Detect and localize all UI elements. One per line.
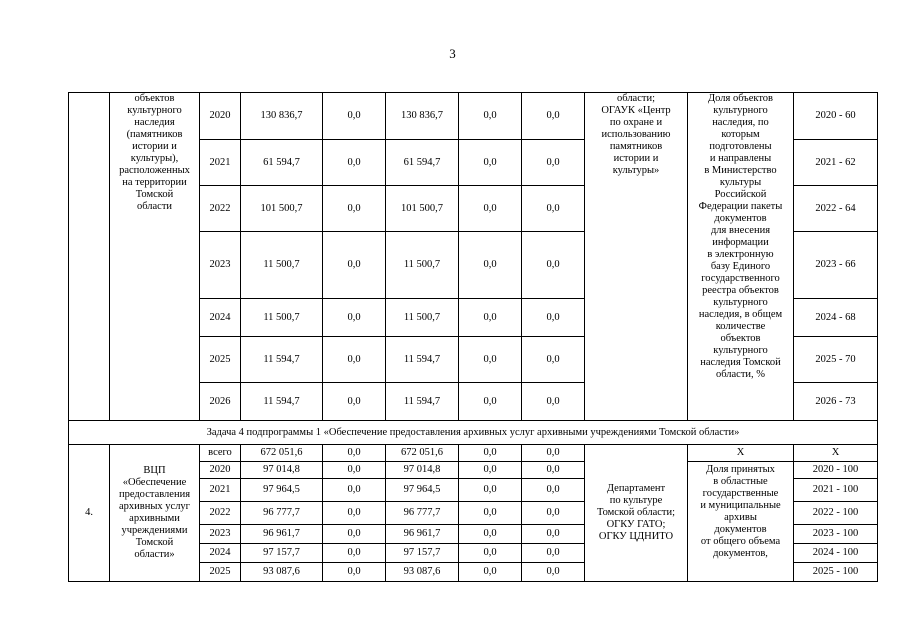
funding-cell: 93 087,6 — [386, 563, 459, 582]
target-cell: 2023 - 66 — [794, 232, 878, 299]
total-cell: 11 500,7 — [241, 232, 323, 299]
target-cell: 2021 - 100 — [794, 479, 878, 502]
funding-cell: 97 964,5 — [386, 479, 459, 502]
total-cell: 11 594,7 — [241, 383, 323, 421]
funding-cell: 0,0 — [522, 445, 585, 462]
funding-cell: 0,0 — [459, 93, 522, 140]
funding-cell: 96 961,7 — [386, 525, 459, 544]
total-cell: 672 051,6 — [241, 445, 323, 462]
funding-cell: 11 594,7 — [386, 383, 459, 421]
target-cell: 2024 - 100 — [794, 544, 878, 563]
task-header: Задача 4 подпрограммы 1 «Обеспечение предоставления архивных услуг архивными учреждениями Томской области» — [69, 421, 878, 445]
total-cell: 11 500,7 — [241, 299, 323, 337]
year-cell: 2023 — [200, 232, 241, 299]
funding-cell: 0,0 — [459, 479, 522, 502]
target-cell: Х — [794, 445, 878, 462]
funding-cell: 0,0 — [323, 525, 386, 544]
funding-cell: 11 500,7 — [386, 299, 459, 337]
funding-cell: 101 500,7 — [386, 186, 459, 232]
year-cell: 2021 — [200, 140, 241, 186]
total-cell: 97 964,5 — [241, 479, 323, 502]
funding-cell: 0,0 — [522, 563, 585, 582]
funding-cell: 0,0 — [323, 502, 386, 525]
event-description: объектов культурного наследия (памятников истории и культуры), расположенных на территории Томской области — [110, 93, 200, 421]
funding-cell: 97 014,8 — [386, 462, 459, 479]
event-description: ВЦП «Обеспечение предоставления архивных услуг архивными учреждениями Томской области» — [110, 445, 200, 582]
funding-cell: 0,0 — [522, 383, 585, 421]
funding-cell: 0,0 — [323, 563, 386, 582]
indicator-cell: Доля принятых в областные государственные и муниципальные архивы документов от общего объема документов, — [688, 462, 794, 582]
funding-cell: 0,0 — [522, 186, 585, 232]
funding-cell: 0,0 — [323, 232, 386, 299]
table-row — [69, 445, 878, 462]
funding-cell: 0,0 — [522, 232, 585, 299]
funding-cell: 0,0 — [522, 544, 585, 563]
year-cell: 2024 — [200, 544, 241, 563]
funding-cell: 0,0 — [323, 462, 386, 479]
total-cell: 93 087,6 — [241, 563, 323, 582]
funding-cell: 11 594,7 — [386, 337, 459, 383]
year-cell: всего — [200, 445, 241, 462]
total-cell: 130 836,7 — [241, 93, 323, 140]
funding-cell: 0,0 — [522, 502, 585, 525]
total-cell: 97 014,8 — [241, 462, 323, 479]
funding-cell: 0,0 — [323, 337, 386, 383]
funding-cell: 0,0 — [323, 383, 386, 421]
target-cell: 2025 - 100 — [794, 563, 878, 582]
year-cell: 2025 — [200, 563, 241, 582]
row-number-cell — [69, 93, 110, 421]
year-cell: 2022 — [200, 502, 241, 525]
funding-cell: 97 157,7 — [386, 544, 459, 563]
funding-cell: 0,0 — [323, 479, 386, 502]
funding-cell: 0,0 — [459, 525, 522, 544]
target-cell: 2023 - 100 — [794, 525, 878, 544]
funding-cell: 672 051,6 — [386, 445, 459, 462]
funding-cell: 0,0 — [459, 337, 522, 383]
funding-cell: 0,0 — [323, 93, 386, 140]
funding-cell: 0,0 — [459, 445, 522, 462]
funding-cell: 0,0 — [459, 232, 522, 299]
target-cell: 2026 - 73 — [794, 383, 878, 421]
table-row — [69, 93, 878, 140]
funding-cell: 0,0 — [459, 186, 522, 232]
year-cell: 2020 — [200, 93, 241, 140]
target-cell: Х — [688, 445, 794, 462]
target-cell: 2020 - 60 — [794, 93, 878, 140]
row-number-cell: 4. — [69, 445, 110, 582]
funding-cell: 0,0 — [323, 186, 386, 232]
total-cell: 96 961,7 — [241, 525, 323, 544]
executor-cell: Департамент по культуре Томской области; ОГКУ ГАТО; ОГКУ ЦДНИТО — [585, 445, 688, 582]
target-cell: 2025 - 70 — [794, 337, 878, 383]
funding-cell: 0,0 — [459, 299, 522, 337]
funding-cell: 0,0 — [522, 337, 585, 383]
funding-cell: 96 777,7 — [386, 502, 459, 525]
total-cell: 97 157,7 — [241, 544, 323, 563]
table-row — [69, 421, 878, 445]
target-cell: 2022 - 64 — [794, 186, 878, 232]
indicator-cell: Доля объектов культурного наследия, по которым подготовлены и направлены в Министерство культуры Российской Федерации пакеты документов для внесения информации в электронную базу Единого государственного реестра объектов культурного наследия, в общем количестве объектов культурного наследия Томской области, % — [688, 93, 794, 421]
funding-cell: 0,0 — [459, 140, 522, 186]
funding-cell: 0,0 — [522, 299, 585, 337]
funding-cell: 0,0 — [459, 544, 522, 563]
funding-cell: 130 836,7 — [386, 93, 459, 140]
funding-cell: 0,0 — [323, 299, 386, 337]
funding-cell: 0,0 — [522, 479, 585, 502]
year-cell: 2026 — [200, 383, 241, 421]
target-cell: 2024 - 68 — [794, 299, 878, 337]
year-cell: 2020 — [200, 462, 241, 479]
year-cell: 2024 — [200, 299, 241, 337]
target-cell: 2021 - 62 — [794, 140, 878, 186]
total-cell: 101 500,7 — [241, 186, 323, 232]
funding-cell: 0,0 — [459, 462, 522, 479]
funding-cell: 0,0 — [323, 544, 386, 563]
funding-cell: 61 594,7 — [386, 140, 459, 186]
year-cell: 2023 — [200, 525, 241, 544]
funding-cell: 0,0 — [522, 93, 585, 140]
year-cell: 2025 — [200, 337, 241, 383]
target-cell: 2022 - 100 — [794, 502, 878, 525]
funding-cell: 0,0 — [522, 462, 585, 479]
funding-cell: 0,0 — [459, 502, 522, 525]
page-number: 3 — [449, 46, 456, 61]
funding-cell: 0,0 — [459, 383, 522, 421]
total-cell: 11 594,7 — [241, 337, 323, 383]
executor-cell: области; ОГАУК «Центр по охране и использованию памятников истории и культуры» — [585, 93, 688, 421]
year-cell: 2022 — [200, 186, 241, 232]
funding-cell: 0,0 — [323, 140, 386, 186]
program-table — [68, 92, 878, 582]
total-cell: 61 594,7 — [241, 140, 323, 186]
funding-cell: 0,0 — [323, 445, 386, 462]
year-cell: 2021 — [200, 479, 241, 502]
target-cell: 2020 - 100 — [794, 462, 878, 479]
funding-cell: 0,0 — [522, 525, 585, 544]
funding-cell: 0,0 — [522, 140, 585, 186]
funding-cell: 0,0 — [459, 563, 522, 582]
funding-cell: 11 500,7 — [386, 232, 459, 299]
total-cell: 96 777,7 — [241, 502, 323, 525]
